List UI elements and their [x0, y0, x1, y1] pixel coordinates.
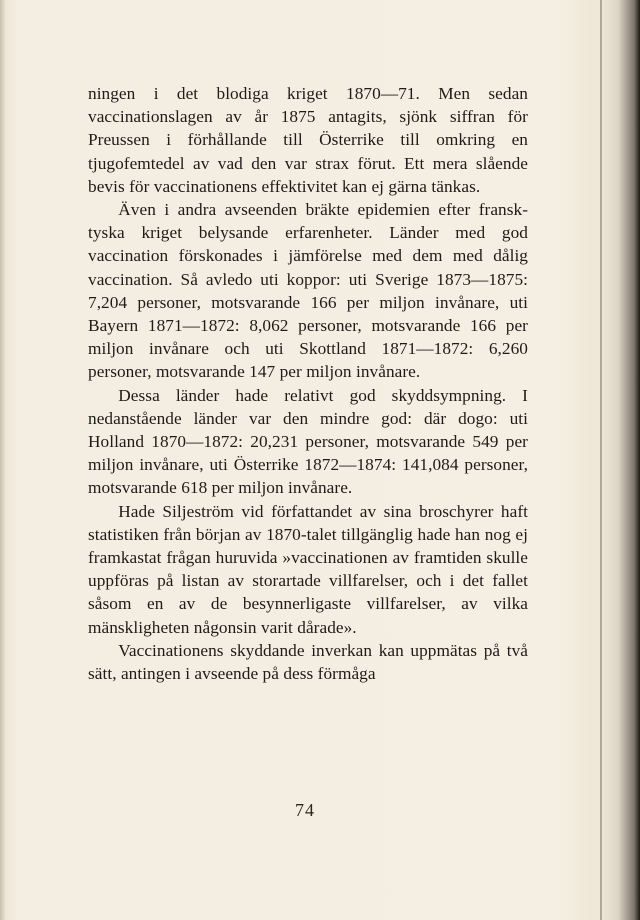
- spine-shadow: [600, 0, 640, 920]
- body-text: [88, 82, 528, 685]
- paragraph-2: Även i andra avseenden bräkte epidemien efter fransk-tyska kriget belysande erfarenheter. Länder med god vaccination förskonades i jämförelse med dem med dålig vaccination. Så avledo uti koppor: uti Sverige 1873—1875: 7,204 personer, motsvarande 166 per miljon invånare, uti Bayern 1871—1872: 8,062 personer, motsvarande 166 per miljon invånare och uti Skottland 1871—1872: 6,260 personer, motsvarande 147 per miljon invånare.: [88, 200, 528, 382]
- paragraph-5: Vaccinationens skyddande inverkan kan uppmätas på två sätt, antingen i avseende på dess förmåga: [88, 640, 528, 684]
- page-left-edge: [0, 0, 6, 920]
- paragraph-3: Dessa länder hade relativt god skyddsympning. I nedanstående länder var den mindre god: där dogo: uti Holland 1870—1872: 20,231 personer, motsvarande 549 per miljon invånare, uti Österrike 1872—1874: 141,084 personer, motsvarande 618 per miljon invånare.: [88, 385, 528, 498]
- paragraph-4: Hade Siljeström vid författandet av sina broschyrer haft statistiken från början av 1870-talet tillgänglig hade han nog ej framkastat frågan huruvida »vaccinationen av framtiden skulle uppföras på listan av storartade villfarelser, och i det fallet såsom en av de besynnerligaste villfarelser, av vilka mänskligheten någonsin varit dårade».: [88, 501, 528, 637]
- paragraph-1: ningen i det blodiga kriget 1870—71. Men sedan vaccinationslagen av år 1875 antagits, sjönk siffran för Preussen i förhållande till Österrike till omkring en tjugofemtedel av vad den var strax förut. Ett mera slående bevis för vaccinationens effektivitet kan ej gärna tänkas.: [88, 84, 528, 196]
- page-number: 74: [295, 800, 315, 820]
